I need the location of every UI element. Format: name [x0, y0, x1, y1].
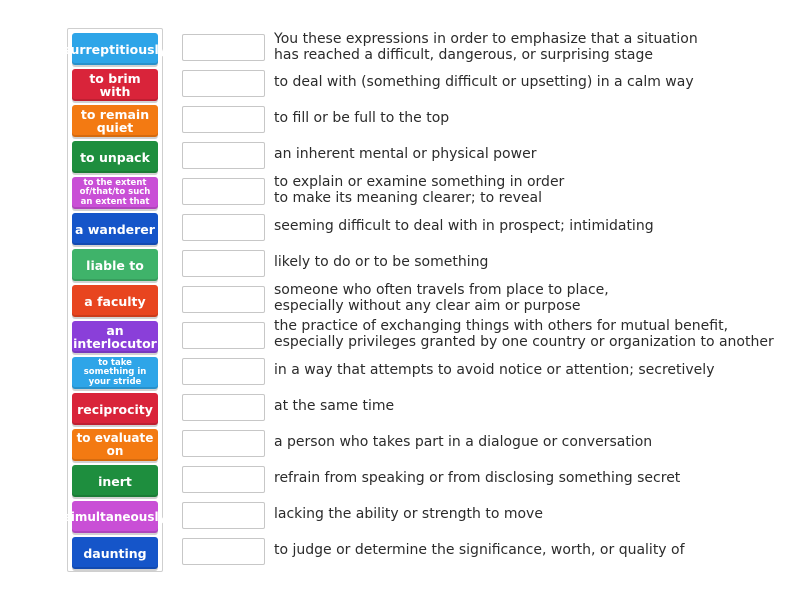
- drop-slot-12[interactable]: [182, 430, 265, 457]
- definition-2: to deal with (something difficult or upsetting) in a calm way: [274, 74, 694, 90]
- tile-to-the-extent[interactable]: to the extent of/that/to such an extent that: [72, 177, 158, 209]
- definition-6: seeming difficult to deal with in prospect; intimidating: [274, 218, 654, 234]
- drop-slot-8[interactable]: [182, 286, 265, 313]
- tile-to-remain-quiet[interactable]: to remain quiet: [72, 105, 158, 137]
- drop-slot-5[interactable]: [182, 178, 265, 205]
- definition-7: likely to do or to be something: [274, 254, 489, 270]
- definition-3: to fill or be full to the top: [274, 110, 450, 126]
- tile-a-wanderer[interactable]: a wanderer: [72, 213, 158, 245]
- definition-15: to judge or determine the significance, worth, or quality of: [274, 542, 685, 558]
- tile-a-faculty[interactable]: a faculty: [72, 285, 158, 317]
- drop-slot-1[interactable]: [182, 34, 265, 61]
- drop-slot-4[interactable]: [182, 142, 265, 169]
- tile-inert[interactable]: inert: [72, 465, 158, 497]
- definition-12: a person who takes part in a dialogue or conversation: [274, 434, 653, 450]
- definition-13: refrain from speaking or from disclosing something secret: [274, 470, 681, 486]
- drop-slot-13[interactable]: [182, 466, 265, 493]
- tile-to-unpack[interactable]: to unpack: [72, 141, 158, 173]
- definition-11: at the same time: [274, 398, 395, 414]
- drop-slot-6[interactable]: [182, 214, 265, 241]
- definition-9: the practice of exchanging things with others for mutual benefit, especially privileges granted by one country or organization to another: [274, 318, 774, 350]
- tile-reciprocity[interactable]: reciprocity: [72, 393, 158, 425]
- definition-4: an inherent mental or physical power: [274, 146, 537, 162]
- definition-5: to explain or examine something in order to make its meaning clearer; to reveal: [274, 174, 565, 206]
- drop-slot-14[interactable]: [182, 502, 265, 529]
- tile-to-take-something-in-your-stride[interactable]: to take something in your stride: [72, 357, 158, 389]
- drop-slot-10[interactable]: [182, 358, 265, 385]
- drop-slot-2[interactable]: [182, 70, 265, 97]
- tile-to-brim-with[interactable]: to brim with: [72, 69, 158, 101]
- drop-slot-15[interactable]: [182, 538, 265, 565]
- tile-panel: [63, 28, 167, 572]
- drop-slot-7[interactable]: [182, 250, 265, 277]
- tile-daunting[interactable]: daunting: [72, 537, 158, 569]
- tile-to-evaluate-on[interactable]: to evaluate on: [72, 429, 158, 461]
- tile-liable-to[interactable]: liable to: [72, 249, 158, 281]
- drop-slot-9[interactable]: [182, 322, 265, 349]
- definition-14: lacking the ability or strength to move: [274, 506, 543, 522]
- tile-an-interlocutor[interactable]: an interlocutor: [73, 323, 157, 351]
- definition-1: You these expressions in order to emphasize that a situation has reached a difficult, dangerous, or surprising stage: [274, 31, 698, 63]
- definition-10: in a way that attempts to avoid notice or attention; secretively: [274, 362, 715, 378]
- drop-slot-3[interactable]: [182, 106, 265, 133]
- tile-surreptitiously[interactable]: surreptitiously: [72, 33, 158, 65]
- drop-slot-11[interactable]: [182, 394, 265, 421]
- tile-simultaneously[interactable]: simultaneously: [72, 501, 158, 533]
- definition-8: someone who often travels from place to place, especially without any clear aim or purpose: [274, 282, 609, 314]
